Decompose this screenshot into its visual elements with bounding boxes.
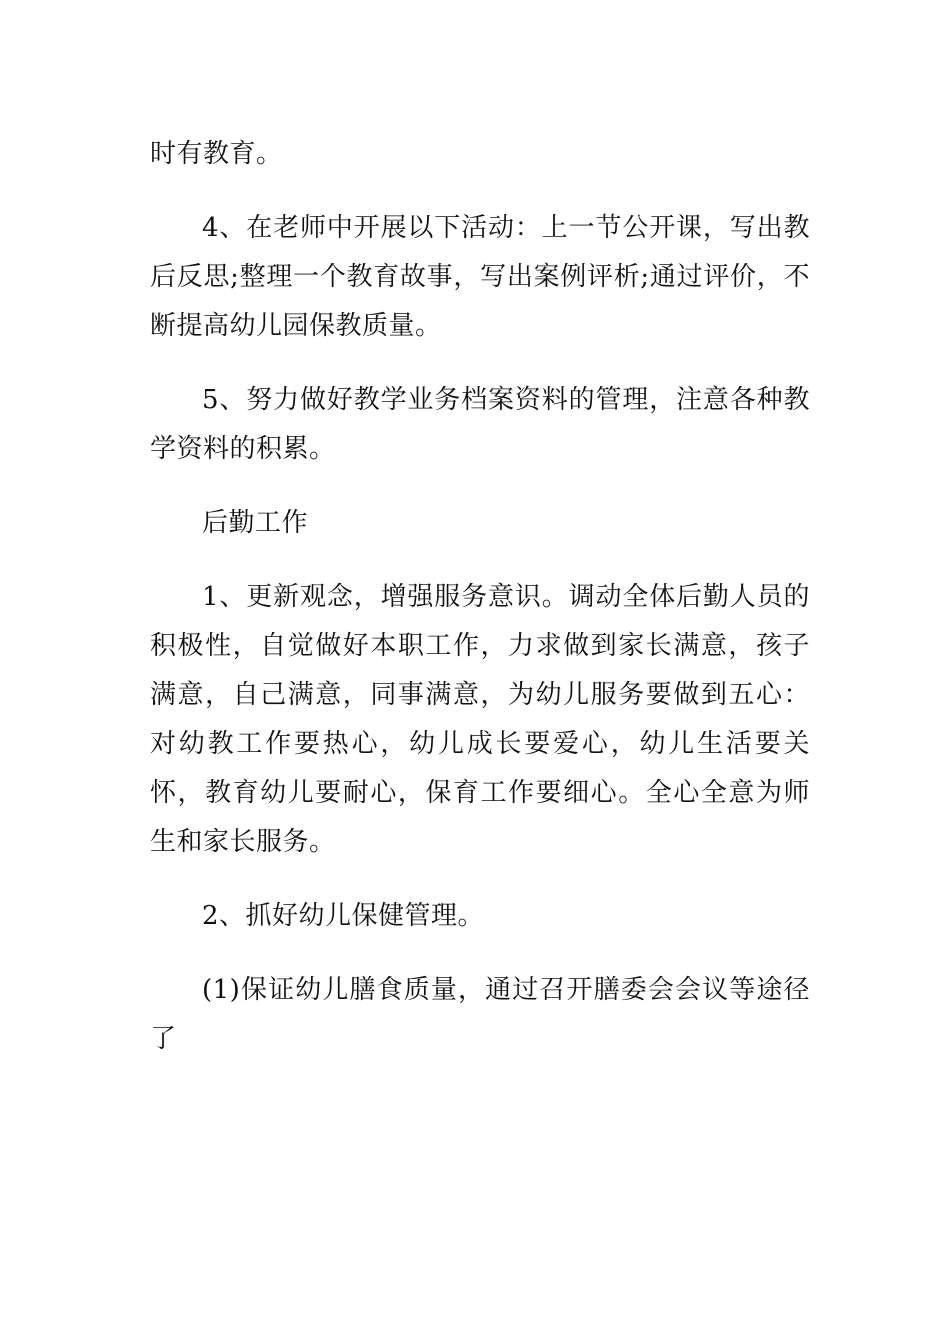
paragraph-continuation: 时有教育。 xyxy=(150,139,283,169)
paragraph-logistics-2-1: (1)保证幼儿膳食质量，通过召开膳委会会议等途径了 xyxy=(150,975,810,1054)
paragraph-item-4: 4、在老师中开展以下活动：上一节公开课，写出教后反思;整理一个教育故事，写出案例评析;通过评价，不断提高幼儿园保教质量。 xyxy=(150,213,810,341)
paragraph-logistics-1: 1、更新观念，增强服务意识。调动全体后勤人员的积极性，自觉做好本职工作，力求做到家长满意，孩子满意，自己满意，同事满意，为幼儿服务要做到五心：对幼教工作要热心，幼儿成长要爱心，幼儿生活要关怀，教育幼儿要耐心，保育工作要细心。全心全意为师生和家长服务。 xyxy=(150,582,810,857)
section-heading-logistics: 后勤工作 xyxy=(202,508,309,538)
paragraph-logistics-2: 2、抓好幼儿保健管理。 xyxy=(202,901,485,931)
document-body xyxy=(150,130,810,1089)
paragraph-item-5: 5、努力做好教学业务档案资料的管理，注意各种教学资料的积累。 xyxy=(150,385,810,464)
